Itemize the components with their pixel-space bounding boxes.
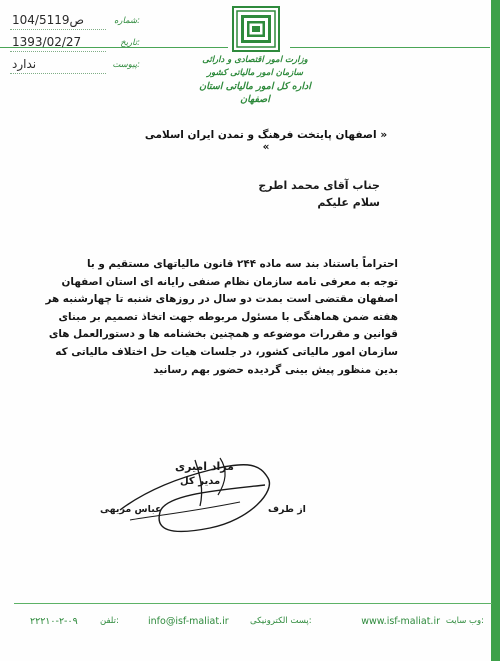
footer-phone: ۲۲۲۱۰-۲-۰۹: [30, 616, 78, 627]
on-behalf-label: از طرف: [268, 504, 306, 515]
body-line: احتراماً باستناد بند سه ماده ۲۴۴ قانون مالیاتهای مستقیم و با: [86, 258, 398, 270]
body-line: هفته ضمن هماهنگی با مسئول مربوطه جهت اتخاذ تصمیم بر مبنای: [58, 310, 398, 323]
date-label: تاریخ:: [120, 38, 140, 48]
footer-email: info@isf-maliat.ir: [148, 616, 229, 627]
footer-phone-label: تلفن:: [100, 616, 119, 626]
body-line: بدین منظور پیش بینی گردیده حضور بهم رسانید: [153, 363, 398, 376]
header-divider-right: [290, 47, 490, 48]
body-line: اصفهان مقتضی است بمدت دو سال در روزهای شنبه تا چهارشنبه هر: [45, 293, 398, 306]
footer-website: www.isf-maliat.ir: [361, 616, 440, 627]
ministry-emblem-icon: [232, 6, 280, 52]
organization-title: [190, 54, 320, 106]
signer-name: مراد امیری: [175, 460, 234, 473]
signer-title: مدیر کل: [180, 476, 221, 487]
letter-number: 104/5119ص: [12, 13, 85, 27]
footer-divider: [14, 603, 492, 604]
body-line: سازمان امور مالیاتی کشور، در جلسات هیات حل اختلاف مالیاتی که: [55, 345, 398, 358]
letter-date: 1393/02/27: [12, 35, 82, 49]
attachment-row: [10, 54, 140, 76]
number-label: شماره:: [113, 16, 140, 26]
footer-website-label: وب سایت:: [445, 616, 484, 626]
body-line: قوانین و مقررات موضوعه و همچنین بخشنامه ها و دستورالعمل های: [48, 328, 398, 341]
subsigner-name: عباس مزیهی: [100, 504, 162, 515]
slogan: « اصفهان پایتخت فرهنگ و تمدن ایران اسلامی »: [144, 129, 388, 153]
footer-email-label: پست الکترونیکی:: [250, 616, 312, 626]
date-row: [10, 32, 140, 54]
attachment-label: پیوست:: [112, 60, 140, 70]
org-organization: سازمان امور مالیاتی کشور: [207, 68, 303, 78]
handwritten-signature: [100, 440, 280, 535]
greeting: سلام علیکم: [317, 196, 380, 209]
letter-metadata: [10, 10, 140, 76]
org-ministry: وزارت امور اقتصادی و دارائی: [202, 55, 308, 65]
green-side-border: [491, 0, 500, 661]
recipient: جناب آقای محمد اطرج: [258, 179, 380, 192]
letter-body: [45, 256, 398, 379]
attachment-value: ندارد: [12, 57, 37, 71]
org-department: اداره کل امور مالیاتی استان اصفهان: [199, 81, 311, 105]
number-row: [10, 10, 140, 32]
body-line: توجه به معرفی نامه سازمان نظام صنفی رایانه ای استان اصفهان: [61, 275, 398, 288]
